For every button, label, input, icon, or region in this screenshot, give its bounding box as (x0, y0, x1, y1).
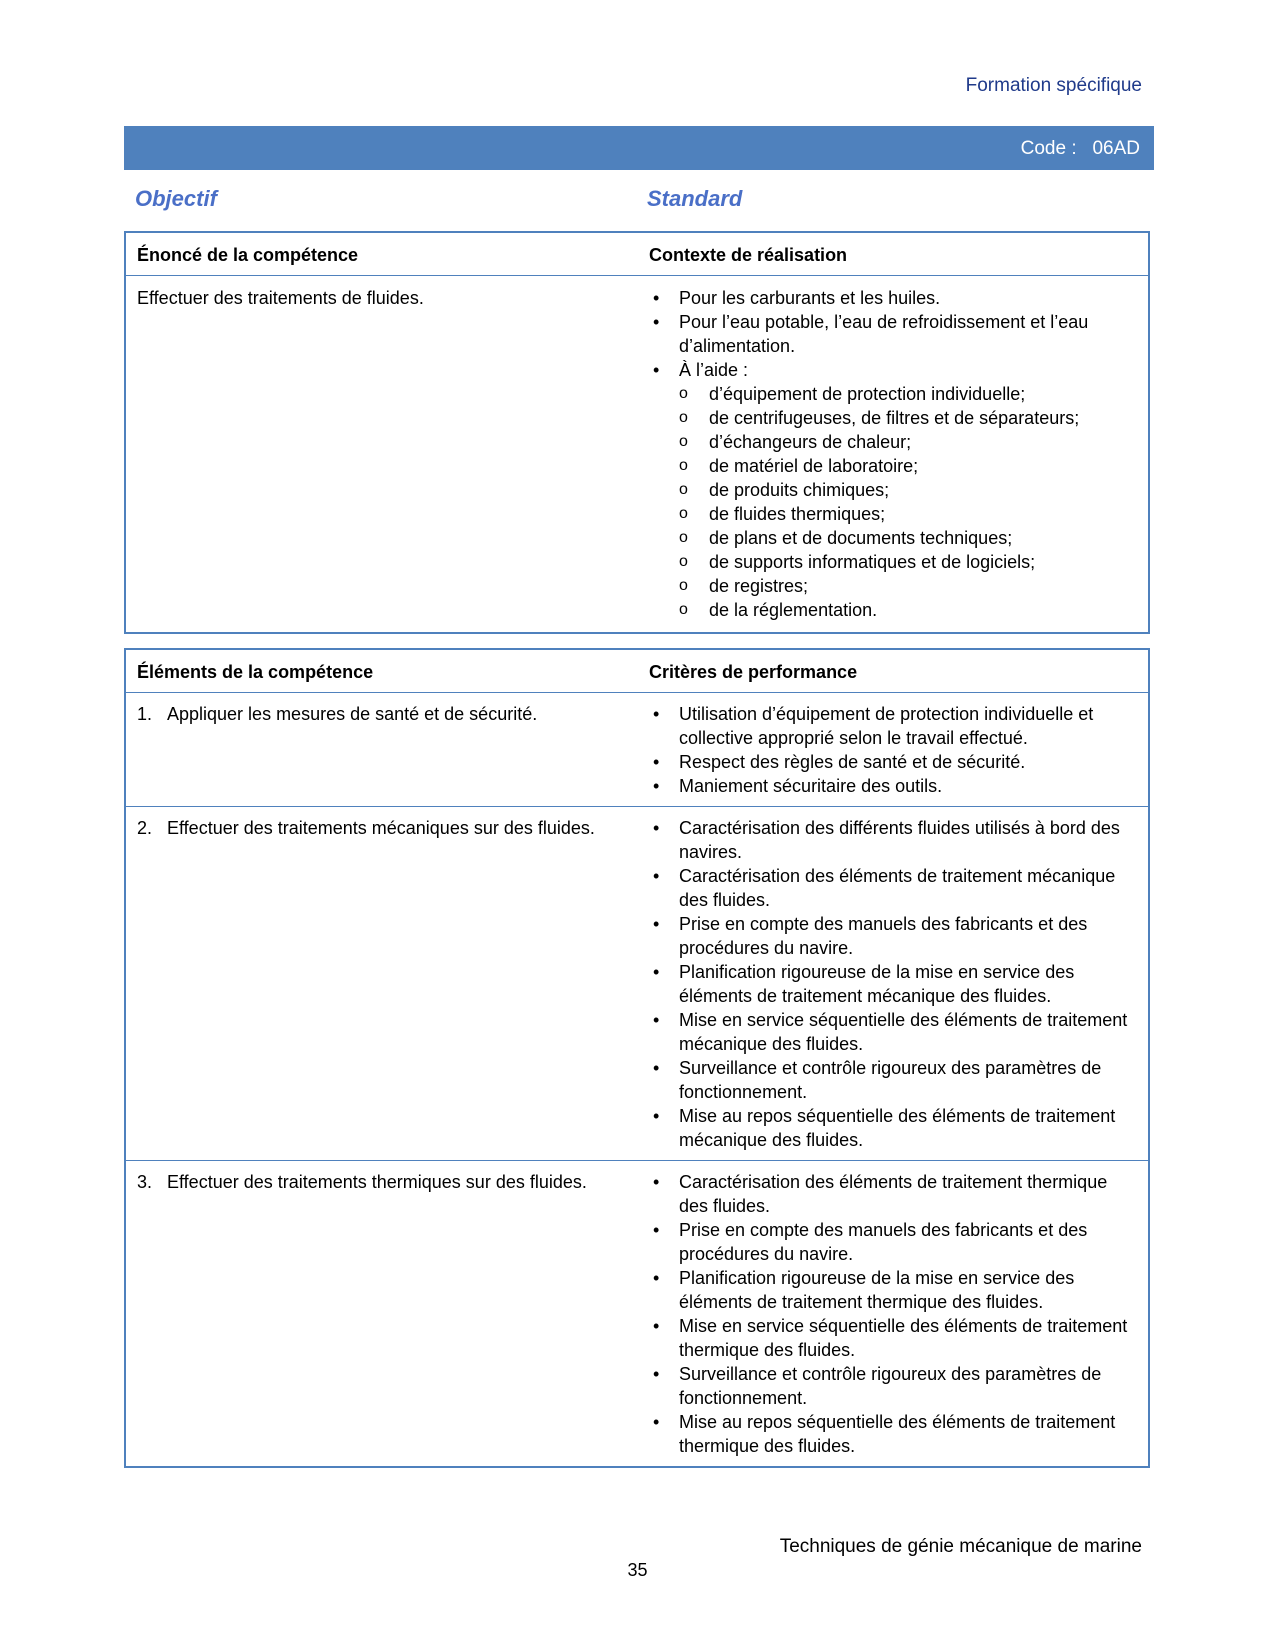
table2-header-row (125, 649, 1149, 693)
element-text: Effectuer des traitements mécaniques sur des fluides. (167, 818, 595, 838)
criteres-header: Critères de performance (649, 649, 1149, 693)
standard-label: Standard (647, 186, 743, 211)
elements-criteria-table (124, 648, 1150, 1468)
contexte-header: Contexte de réalisation (649, 232, 1149, 276)
criterion-item: • Surveillance et contrôle rigoureux des paramètres de fonctionnement. (649, 1056, 1138, 1104)
element-row (125, 1161, 1149, 1468)
element-row (125, 807, 1149, 1161)
contexte-cell (649, 276, 1149, 634)
aide-item: o de matériel de laboratoire; (679, 454, 1138, 478)
criterion-item: • Planification rigoureuse de la mise en service des éléments de traitement mécanique des fluides. (649, 960, 1138, 1008)
elements-header: Éléments de la compétence (125, 649, 649, 693)
aide-item: o de plans et de documents techniques; (679, 526, 1138, 550)
criteria-cell (649, 807, 1149, 1161)
criterion-item: • Prise en compte des manuels des fabricants et des procédures du navire. (649, 912, 1138, 960)
objectif-label: Objectif (135, 186, 217, 211)
table1-header-row (125, 232, 1149, 276)
element-number: 2. (137, 818, 153, 838)
criterion-item: • Mise au repos séquentielle des éléments de traitement mécanique des fluides. (649, 1104, 1138, 1152)
criterion-item: • Mise au repos séquentielle des éléments de traitement thermique des fluides. (649, 1410, 1138, 1458)
element-text: Appliquer les mesures de santé et de sécurité. (167, 704, 538, 724)
aide-item: o d’équipement de protection individuelle; (679, 382, 1138, 406)
criterion-item: • Caractérisation des éléments de traitement mécanique des fluides. (649, 864, 1138, 912)
element-cell (125, 693, 649, 807)
aide-item: o de supports informatiques et de logiciels; (679, 550, 1138, 574)
criterion-item: • Prise en compte des manuels des fabricants et des procédures du navire. (649, 1218, 1138, 1266)
enonce-text: Effectuer des traitements de fluides. (137, 288, 424, 308)
aide-intro: À l’aide : (679, 360, 749, 380)
code-label: Code : (1020, 138, 1077, 159)
page-number: 35 (627, 1560, 648, 1580)
criterion-item: • Surveillance et contrôle rigoureux des paramètres de fonctionnement. (649, 1362, 1138, 1410)
aide-item: o de registres; (679, 574, 1138, 598)
table1-body-row (125, 276, 1149, 634)
criteria-cell (649, 693, 1149, 807)
element-cell (125, 1161, 649, 1468)
aide-item: o de la réglementation. (679, 598, 1138, 622)
aide-item: o de centrifugeuses, de filtres et de séparateurs; (679, 406, 1138, 430)
criterion-item: • Planification rigoureuse de la mise en service des éléments de traitement thermique des fluides. (649, 1266, 1138, 1314)
contexte-item: • Pour les carburants et les huiles. (649, 286, 1138, 310)
section-labels (135, 186, 1155, 216)
criterion-item: • Mise en service séquentielle des éléments de traitement mécanique des fluides. (649, 1008, 1138, 1056)
contexte-item-aide (649, 358, 1138, 622)
contexte-item: • Pour l’eau potable, l’eau de refroidissement et l’eau d’alimentation. (649, 310, 1138, 358)
criterion-item: • Mise en service séquentielle des éléments de traitement thermique des fluides. (649, 1314, 1138, 1362)
criteria-list (649, 1170, 1138, 1458)
criterion-item: • Caractérisation des différents fluides utilisés à bord des navires. (649, 816, 1138, 864)
document-footer-title: Techniques de génie mécanique de marine (779, 1536, 1142, 1557)
element-cell (125, 807, 649, 1161)
aide-item: o de produits chimiques; (679, 478, 1138, 502)
competence-context-table (124, 231, 1150, 634)
aide-list (679, 382, 1138, 622)
contexte-list (649, 286, 1138, 622)
criterion-item: • Caractérisation des éléments de traitement thermique des fluides. (649, 1170, 1138, 1218)
criteria-cell (649, 1161, 1149, 1468)
code-text (1021, 138, 1140, 160)
criterion-item: • Respect des règles de santé et de sécurité. (649, 750, 1138, 774)
document-header-title: Formation spécifique (965, 75, 1142, 96)
element-number: 1. (137, 704, 153, 724)
code-bar (124, 126, 1154, 170)
element-row (125, 693, 1149, 807)
aide-item: o d’échangeurs de chaleur; (679, 430, 1138, 454)
element-number: 3. (137, 1172, 153, 1192)
code-value: 06AD (1092, 138, 1140, 159)
aide-item: o de fluides thermiques; (679, 502, 1138, 526)
element-text: Effectuer des traitements thermiques sur des fluides. (167, 1172, 587, 1192)
criteria-list (649, 816, 1138, 1152)
criterion-item: • Utilisation d’équipement de protection individuelle et collective approprié selon le travail effectué. (649, 702, 1138, 750)
criterion-item: • Maniement sécuritaire des outils. (649, 774, 1138, 798)
criteria-list (649, 702, 1138, 798)
enonce-header: Énoncé de la compétence (125, 232, 649, 276)
